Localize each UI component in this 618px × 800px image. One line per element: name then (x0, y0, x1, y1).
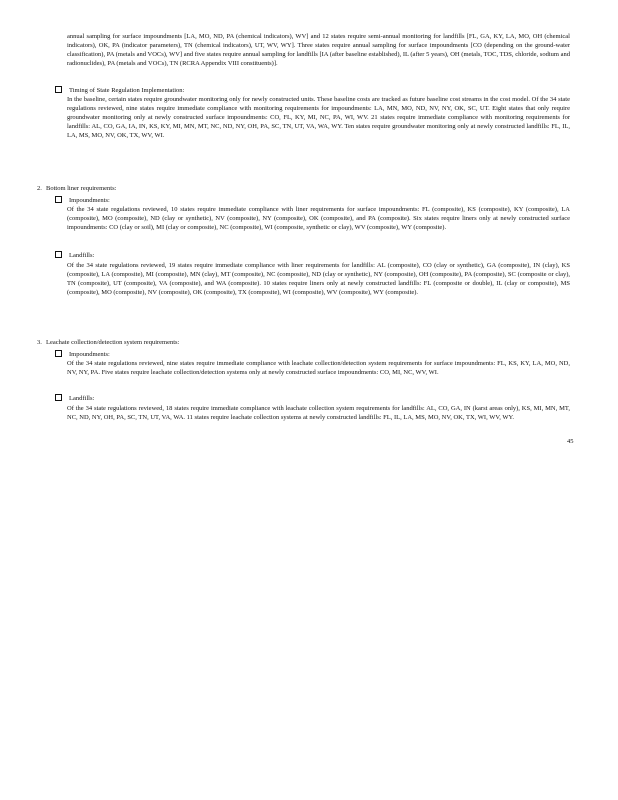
section-2-landfills-text: Of the 34 state regulations reviewed, 19 states require immediate compliance with liner requirements for landfills: AL (composite), CO (clay or synthetic), GA (composite), IN (clay), KS (composite), LA (composite), MI (composite), MN (clay), MT (composite), NC (composite), ND (clay or synthetic), NY (composite), OH (composite), PA (composite), SC (composite or clay), TN (composite), UT (composite), VA (composite), and WA (composite). 10 states require liners only at newly constructed landfills: FL (composite or double), IL (clay or composite), MS (composite), MO (composite), NV (composite), OK (composite), TX (composite), WI (composite), WV (composite), WY (composite). (67, 262, 570, 296)
timing-bullet (55, 86, 184, 96)
section-3-landfills-text: Of the 34 state regulations reviewed, 18 states require immediate compliance with leachate collection system requirements for landfills: AL, CO, GA, IN (karst areas only), KS, MI, MN, MT, NC, ND, NY, OH, PA, SC, TN, UT, VA, WA. 11 states require leachate collection systems at newly constructed landfills: FL, IL, LA, MS, MO, NV, OK, TX, WI, WV, WY. (67, 405, 570, 421)
bullet-box-icon (55, 394, 62, 401)
intro-paragraph: annual sampling for surface impoundments [LA, MO, ND, PA (chemical indicators), WV] and 12 states require semi-annual monitoring for landfills [FL, GA, KY, LA, MO, OH (chemical indicators), OK, PA (indicator parameters), TN (chemical indicators), UT, WV, WY]. Three states require annual sampling for surface impoundments [CO (depending on the ground-water classification), PA (metals and VOCs), WV] and five states require annual sampling for landfills [IA (after baseline established), IL (after 5 years), OH (metals, TOC, TDS, chloride, sodium and radionuclides), PA (metals and VOCs), TN (RCRA Appendix VIII constituents)]. (67, 33, 570, 67)
section-2-impoundments-bullet: Impoundments: (55, 196, 110, 206)
timing-paragraph: In the baseline, certain states require groundwater monitoring only for newly constructed units. These baseline costs are tracked as future baseline cost streams in the cost model. Of the 34 state regulations reviewed, nine states require immediate compliance with monitoring requirements for impoundments: LA, MN, MO, ND, NV, NY, OK, SC, UT. Eight states that only require groundwater monitoring only at newly constructed surface impoundments: CO, FL, KY, MI, NC, PA, WI, WV. 21 states require immediate compliance with monitoring requirements for landfills: AL, CO, GA, IA, IN, KS, KY, MI, MN, MT, NC, ND, NY, OH, PA, SC, TN, UT, VA, WA, WY. Ten states require groundwater monitoring only at newly constructed landfills: FL, IL, LA, MS, MO, NV, OK, TX, WV, WI. (67, 96, 570, 139)
bullet-box-icon (55, 350, 62, 357)
timing-label: Timing of State Regulation Implementation: (69, 87, 185, 94)
section-2-heading: 2. Bottom liner requirements: (37, 185, 117, 192)
section-2-impoundments-text: Of the 34 state regulations reviewed, 10 states require immediate compliance with liner requirements for surface impoundments: FL (composite), KS (composite), KY (composite), LA (composite), MO (composite), ND (clay or synthetic), NV (composite), NY (composite), OK (composite), and PA (composite). Six states require liners only at newly constructed surface impoundments: CO (clay or soil), MI (clay or composite), NC (composite), WI (composite, synthetic or clay), WV (composite), WY (composite). (67, 206, 570, 231)
bullet-box-icon (55, 196, 62, 203)
section-3-impoundments-bullet: Impoundments: (55, 350, 110, 360)
section-3-landfills-bullet: Landfills: (55, 394, 94, 404)
bullet-box-icon (55, 86, 62, 93)
section-2-landfills-bullet: Landfills: (55, 251, 94, 261)
bullet-box-icon (55, 251, 62, 258)
page-number: 45 (567, 438, 574, 445)
section-3-heading: 3. Leachate collection/detection system requirements: (37, 339, 180, 346)
section-3-impoundments-text: Of the 34 state regulations reviewed, nine states require immediate compliance with leachate collection/detection system requirements for surface impoundments: FL, KS, KY, LA, MO, ND, NV, NY, PA. Five states require leachate collection/detection systems only at newly constructed surface impoundments: CO, MI, NC, WV, WI. (67, 360, 570, 376)
